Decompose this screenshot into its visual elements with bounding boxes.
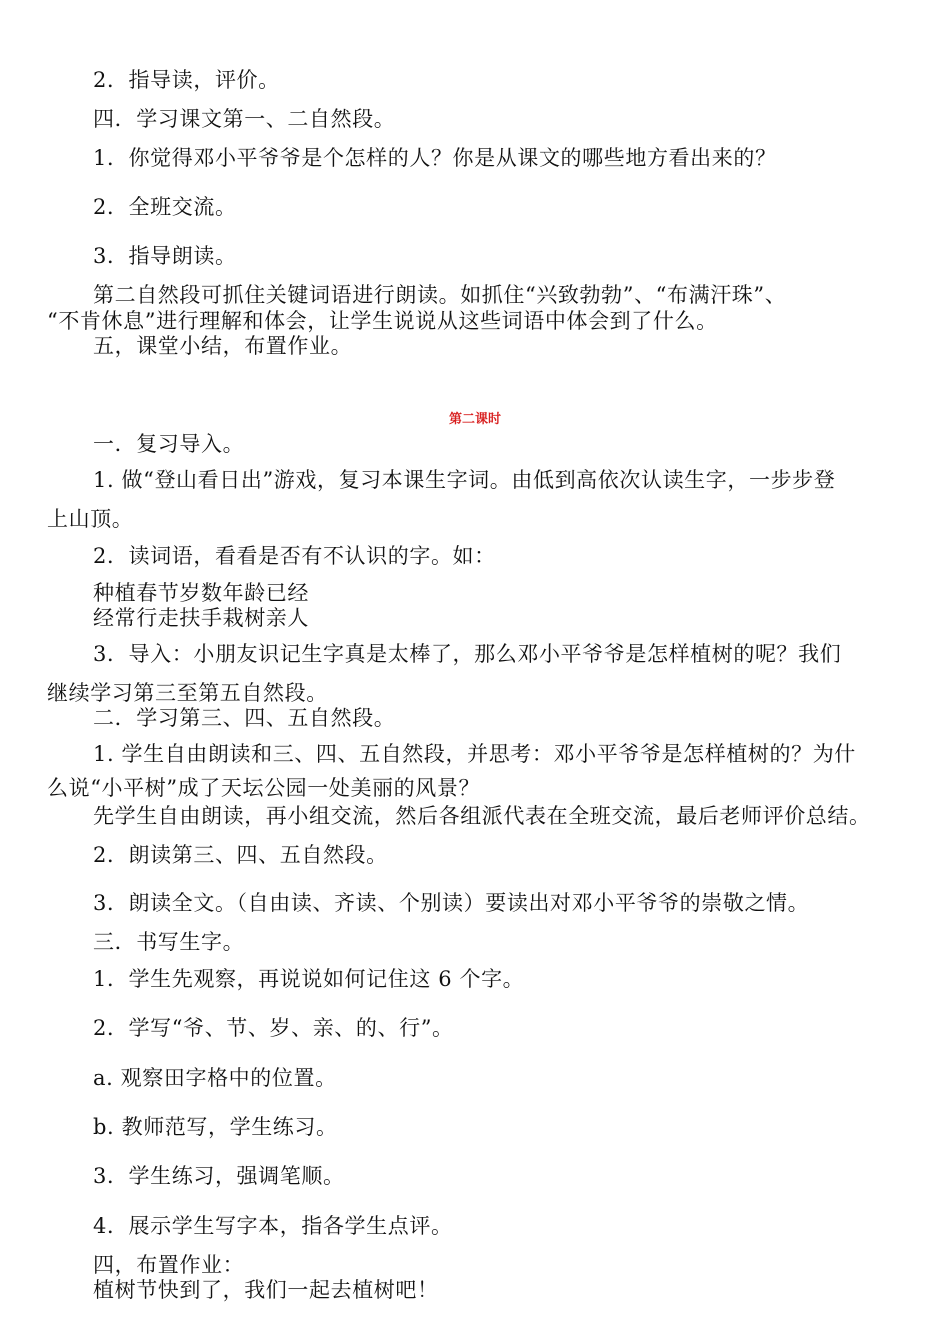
text-line: b. 教师范写，学生练习。 bbox=[93, 1115, 338, 1139]
word-list: 经常行走扶手栽树亲人 bbox=[93, 606, 309, 630]
text-line: 2．全班交流。 bbox=[93, 195, 237, 219]
text-line: 第二自然段可抓住关键词语进行朗读。如抓住“兴致勃勃”、“布满汗珠”、 bbox=[93, 283, 787, 307]
section-heading: 三．书写生字。 bbox=[93, 930, 245, 954]
text-line: 1. 做“登山看日出”游戏，复习本课生字词。由低到高依次认读生字，一步步登 bbox=[93, 468, 836, 492]
word-list: 种植春节岁数年龄已经 bbox=[93, 581, 309, 605]
text-line: a. 观察田字格中的位置。 bbox=[93, 1066, 337, 1090]
text-line: 1．你觉得邓小平爷爷是个怎样的人？你是从课文的哪些地方看出来的？ bbox=[93, 146, 777, 170]
text-line: 继续学习第三至第五自然段。 bbox=[47, 681, 328, 705]
text-line: 3．学生练习，强调笔顺。 bbox=[93, 1164, 345, 1188]
section-heading: 一．复习导入。 bbox=[93, 432, 245, 456]
text-line: 3．导入：小朋友识记生字真是太棒了，那么邓小平爷爷是怎样植树的呢？我们 bbox=[93, 642, 842, 666]
text-line: 2．学写“爷、节、岁、亲、的、行”。 bbox=[93, 1016, 454, 1040]
text-line: 2．指导读，评价。 bbox=[93, 68, 280, 92]
text-line: 上山顶。 bbox=[47, 507, 134, 531]
lesson-title: 第二课时 bbox=[448, 412, 501, 427]
text-line: 3．朗读全文。（自由读、齐读、个别读）要读出对邓小平爷爷的崇敬之情。 bbox=[93, 891, 810, 915]
text-line: 2．读词语，看看是否有不认识的字。如： bbox=[93, 544, 496, 568]
text-line: 么说“小平树”成了天坛公园一处美丽的风景？ bbox=[47, 776, 481, 800]
text-line: 4．展示学生写字本，指各学生点评。 bbox=[93, 1214, 453, 1238]
section-heading: 四，布置作业： bbox=[93, 1253, 245, 1277]
text-line: 植树节快到了，我们一起去植树吧！ bbox=[93, 1278, 439, 1302]
text-line: 先学生自由朗读，再小组交流，然后各组派代表在全班交流，最后老师评价总结。 bbox=[93, 804, 871, 828]
section-heading: 四．学习课文第一、二自然段。 bbox=[93, 107, 396, 131]
section-heading: 五，课堂小结，布置作业。 bbox=[93, 334, 353, 358]
text-line: 2．朗读第三、四、五自然段。 bbox=[93, 843, 388, 867]
text-line: 1．学生先观察，再说说如何记住这 6 个字。 bbox=[93, 967, 525, 991]
text-line: “不肯休息”进行理解和体会，让学生说说从这些词语中体会到了什么。 bbox=[47, 309, 718, 333]
text-line: 3．指导朗读。 bbox=[93, 244, 237, 268]
text-line: 1. 学生自由朗读和三、四、五自然段，并思考：邓小平爷爷是怎样植树的？为什 bbox=[93, 742, 856, 766]
section-heading: 二．学习第三、四、五自然段。 bbox=[93, 706, 396, 730]
